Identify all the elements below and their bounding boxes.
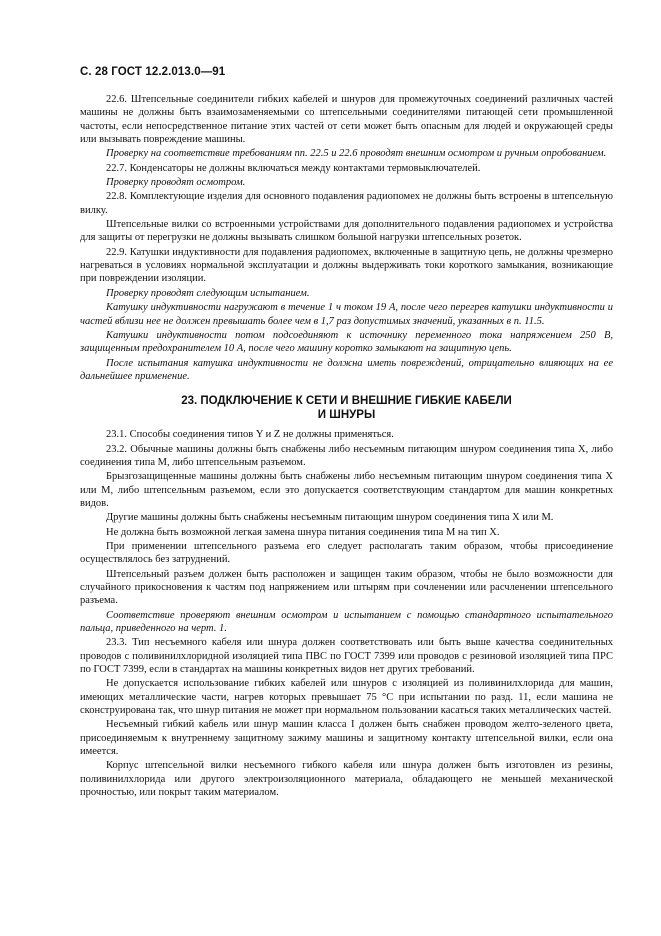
clauses-23: [80, 428, 613, 799]
paragraph: Не должна быть возможной легкая замена шнура питания соединения типа M на тип X.: [106, 526, 500, 538]
paragraph: Несъемный гибкий кабель или шнур машин класса I должен быть снабжен проводом желто-зеленого цвета, присоединяемым к внутреннему защитному зажиму машины и защитному контакту штепсельной вилки, если она имеется.: [80, 719, 613, 757]
paragraph: 22.6. Штепсельные соединители гибких кабелей и шнуров для промежуточных соединений различных частей машины не должны быть взаимозаменяемыми со штепсельными соединителями питающей сети промышленной частоты, если непосредственное питание этих частей от сети может быть опасным для людей и окружающей среды или вызывать повреждение машины.: [80, 94, 613, 145]
check-paragraph: После испытания катушка индуктивности не должна иметь повреждений, отрицательно влияющих на ее дальнейшее применение.: [80, 357, 613, 382]
paragraph: Другие машины должны быть снабжены несъемным питающим шнуром соединения типа X или M.: [106, 512, 554, 524]
check-paragraph: Катушки индуктивности потом подсоединяют к источнику переменного тока напряжением 250 В, защищенным предохранителем 10 А, после чего машину коротко замыкают на защитную цепь.: [80, 329, 613, 355]
paragraph: 23.1. Способы соединения типов Y и Z не должны применяться.: [106, 429, 394, 441]
section-23-heading: [80, 395, 613, 422]
paragraph: 23.3. Тип несъемного кабеля или шнура должен соответствовать или быть выше качества соединительных проводов с поливинилхлоридной изоляцией типа ПВС по ГОСТ 7399 или проводов с резиновой изоляцией типа ПРС по ГОСТ 7399, если в стандартах на машины конкретных видов нет других требований.: [80, 637, 613, 675]
check-paragraph: Катушку индуктивности нагружают в течение 1 ч током 19 А, после чего перегрев катушки индуктивности и частей вблизи нее не должен превышать более чем в 1,7 раз допустимых значений, указанных в п. 11.5.: [80, 302, 613, 327]
paragraph: Не допускается использование гибких кабелей или шнуров с изоляцией из поливинилхлорида для машин, имеющих металлические части, нагрев которых превышает 75 °С при испытании по разд. 11, если машина не сконструирована так, что шнур питания не может при нормальном пользовании касаться таких металлических частей.: [80, 678, 613, 716]
paragraph: Штепсельные вилки со встроенными устройствами для дополнительного подавления радиопомех и устройства для защиты от перегрузки не должны вызывать слишком большой нагрузки штепсельных розеток.: [80, 219, 613, 244]
paragraph: 22.7. Конденсаторы не должны включаться между контактами термовыключателей.: [106, 162, 481, 174]
clauses-22: [80, 93, 613, 383]
check-paragraph: Проверку на соответствие требованиям пп. 22.5 и 22.6 проводят внешним осмотром и ручным опробованием.: [106, 148, 607, 160]
paragraph: Брызгозащищенные машины должны быть снабжены либо несъемным питающим шнуром соединения типа X или M, либо штепсельным разъемом, если это допускается соответствующим стандартом для машин конкретных видов.: [80, 471, 613, 509]
section-23-title-line-2: И ШНУРЫ: [317, 408, 376, 421]
check-paragraph: Соответствие проверяют внешним осмотром и испытанием с помощью стандартного испытательного пальца, приведенного на черт. 1.: [80, 609, 613, 634]
section-23-title-line-1: 23. ПОДКЛЮЧЕНИЕ К СЕТИ И ВНЕШНИЕ ГИБКИЕ КАБЕЛИ: [181, 395, 512, 408]
paragraph: Корпус штепсельной вилки несъемного гибкого кабеля или шнура должен быть изготовлен из резины, поливинилхлорида или другого электроизоляционного материала, обладающего не меньшей механической прочностью, или покрыт таким материалом.: [80, 760, 613, 798]
document-body: [80, 93, 613, 800]
paragraph: 23.2. Обычные машины должны быть снабжены либо несъемным питающим шнуром соединения типа X, либо соединения типа M, либо штепсельным разъемом.: [80, 443, 613, 468]
paragraph: 22.8. Комплектующие изделия для основного подавления радиопомех не должны быть встроены в штепсельную вилку.: [80, 191, 613, 216]
check-paragraph: Проверку проводят осмотром.: [106, 177, 246, 189]
paragraph: При применении штепсельного разъема его следует располагать таким образом, чтобы присоединение осуществлялось без затруднений.: [80, 541, 613, 566]
paragraph: 22.9. Катушки индуктивности для подавления радиопомех, включенные в защитную цепь, не должны чрезмерно нагреваться в условиях нормальной эксплуатации и должны выдерживать токи короткого замыкания, возникающие при повреждении изоляции.: [80, 246, 613, 285]
paragraph: Штепсельный разъем должен быть расположен и защищен таким образом, чтобы не было возможности для случайного прикосновения к частям под напряжением или штырям при сочленении или расчленении штепсельного разъема.: [80, 568, 613, 607]
check-paragraph: Проверку проводят следующим испытанием.: [106, 287, 310, 299]
page-header: С. 28 ГОСТ 12.2.013.0—91: [80, 66, 226, 78]
